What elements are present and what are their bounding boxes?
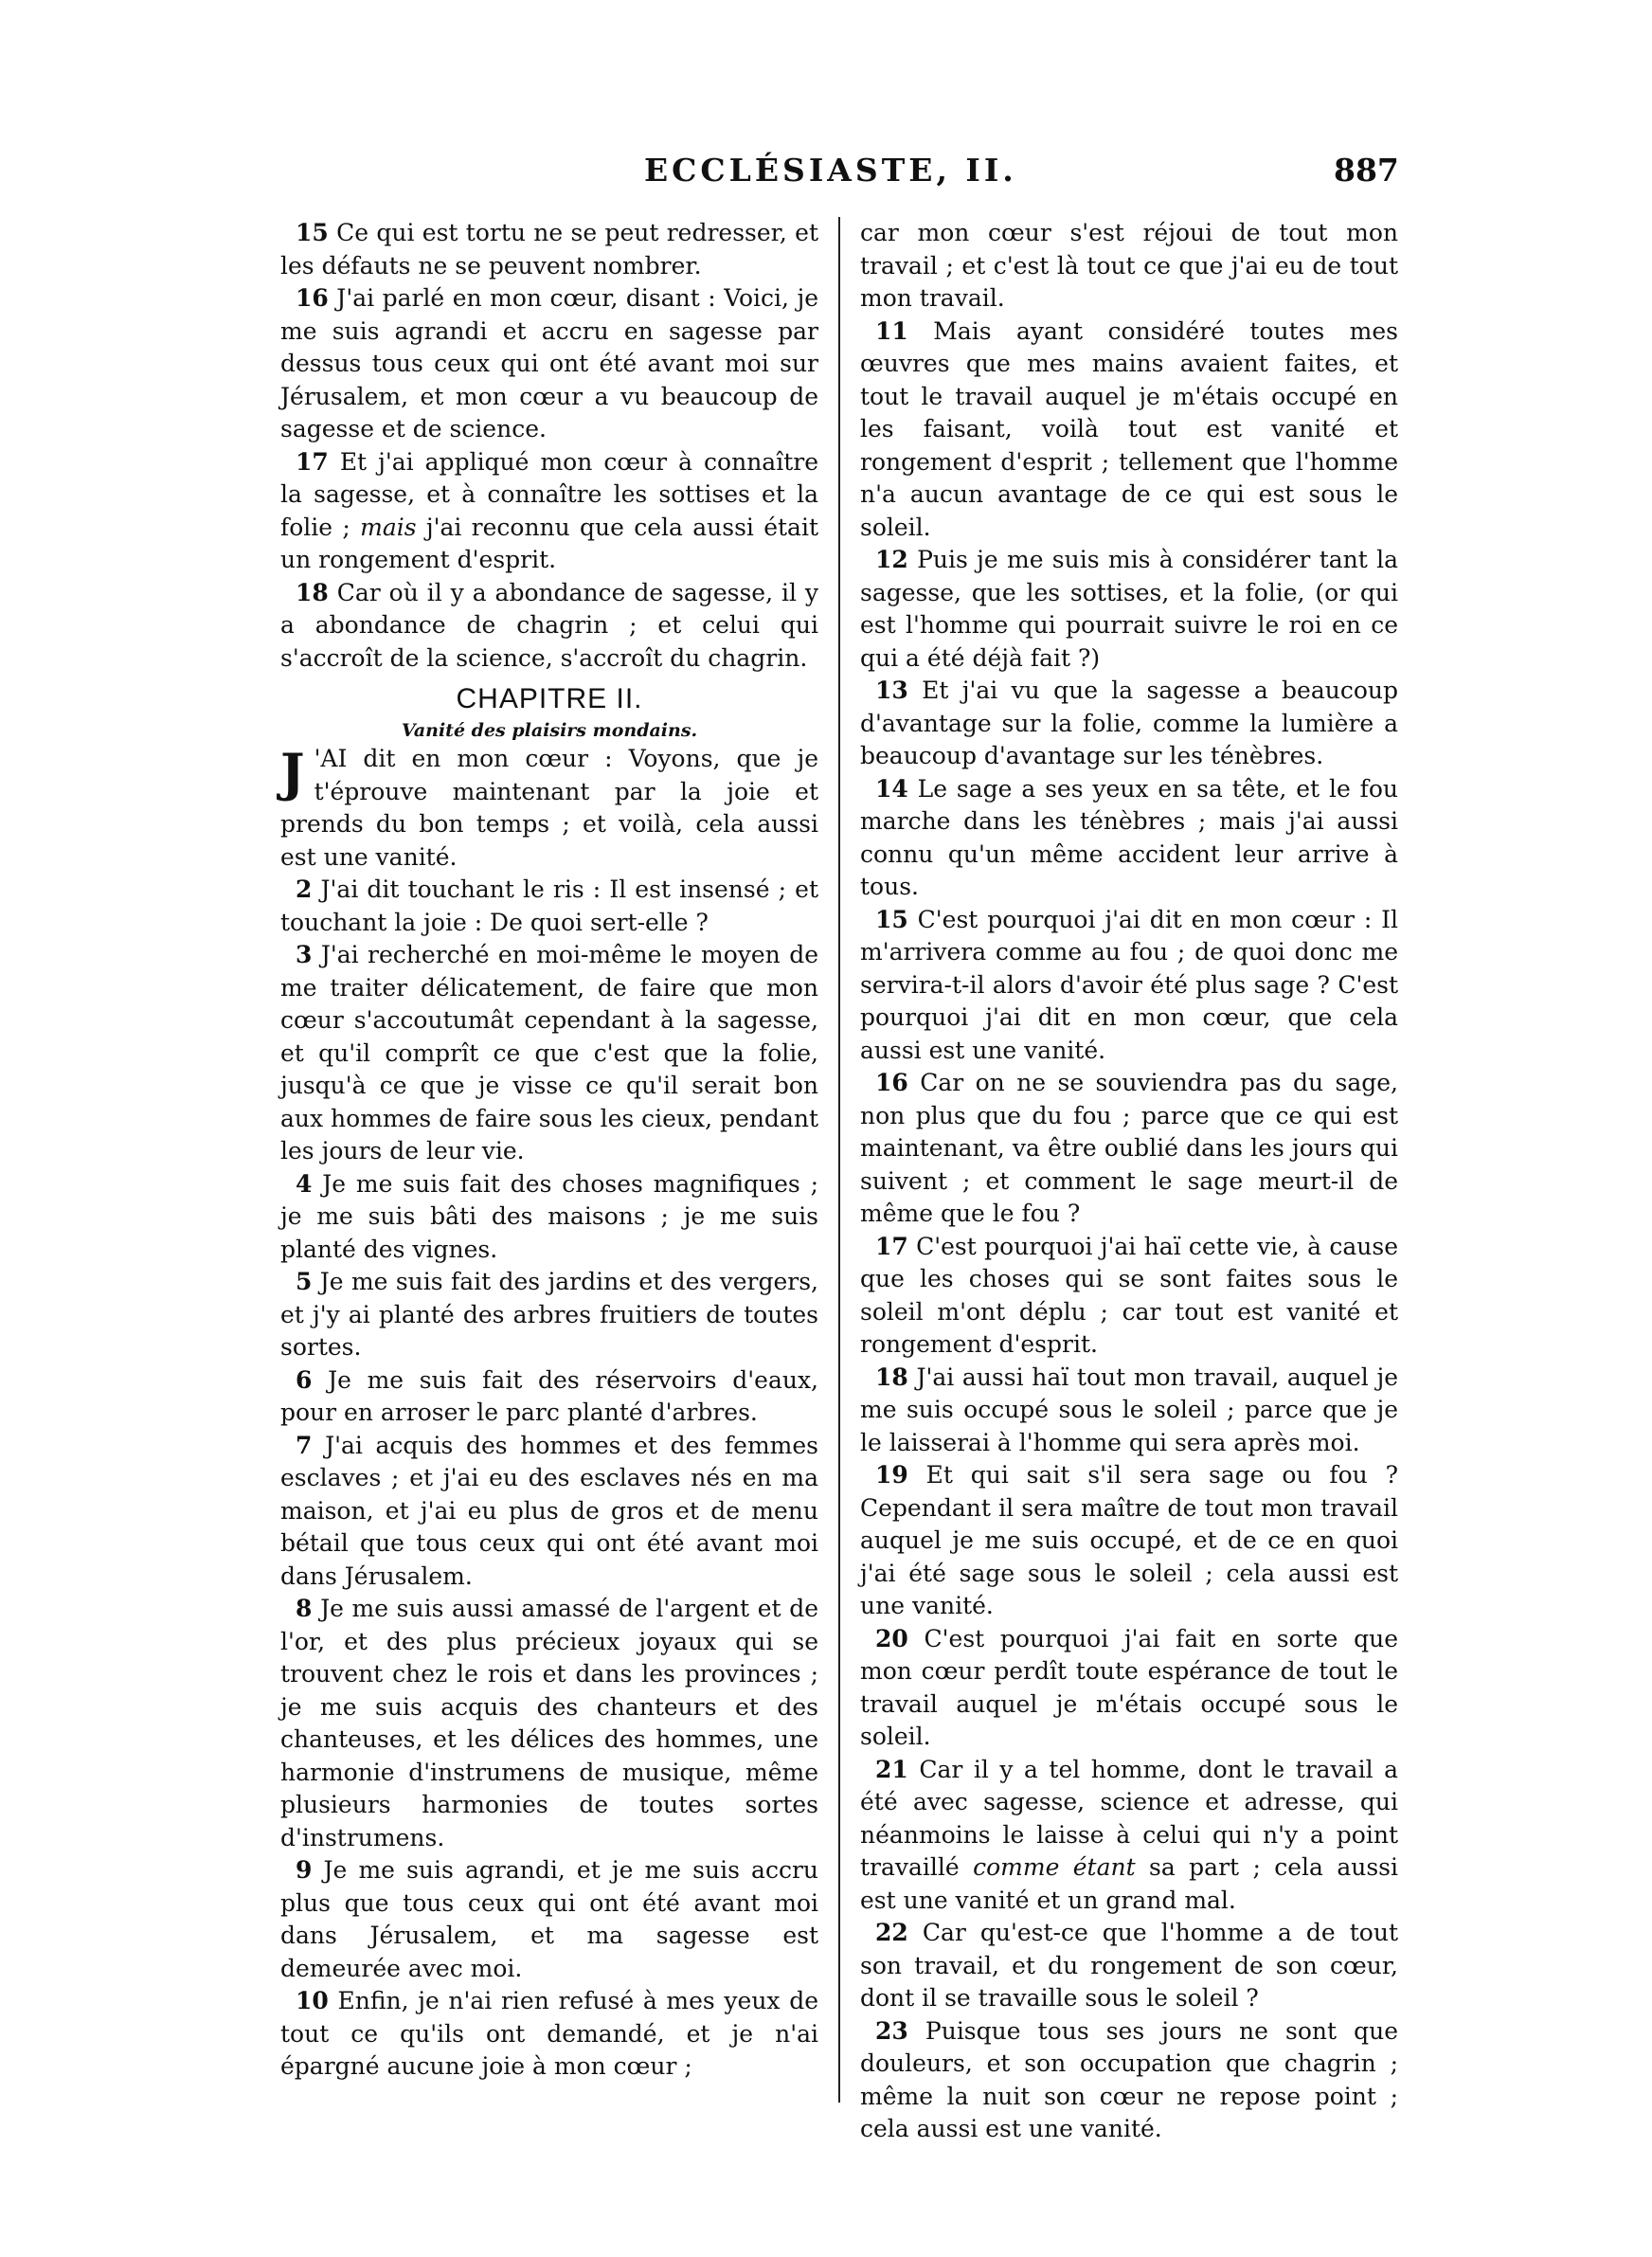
verse-text: Car qu'est-ce que l'homme a de tout son travail, et du rongement de son cœur, dont il se travaille sous le soleil ?	[860, 1919, 1398, 2012]
verse-text: Et j'ai vu que la sagesse a beaucoup d'avantage sur la folie, comme la lumière a beaucoup d'avantage sur les ténèbres.	[860, 677, 1398, 769]
verse-2-7	[280, 1430, 818, 1594]
verse-2-13	[860, 675, 1398, 773]
verse-text: J'ai dit touchant le ris : Il est insensé ; et touchant la joie : De quoi sert-elle ?	[280, 876, 818, 936]
verse-number: 17	[875, 1232, 908, 1260]
page-header	[0, 152, 1652, 201]
verse-text: Je me suis fait des jardins et des vergers, et j'y ai planté des arbres fruitiers de toutes sortes.	[280, 1268, 818, 1361]
verse-2-17	[860, 1231, 1398, 1362]
verse-number: 19	[875, 1461, 908, 1489]
verse-2-19	[860, 1459, 1398, 1623]
verse-number: 13	[875, 677, 908, 704]
drop-cap: J	[280, 742, 305, 803]
verse-2-10-continuation	[860, 217, 1398, 316]
chapter-subtitle: Vanité des plaisirs mondains.	[401, 720, 698, 741]
verse-2-12	[860, 544, 1398, 675]
column-divider	[838, 217, 840, 2103]
verse-2-3	[280, 939, 818, 1168]
verse-italic: mais	[360, 513, 417, 541]
verse-2-1	[280, 743, 818, 874]
verse-text: car mon cœur s'est réjoui de tout mon travail ; et c'est là tout ce que j'ai eu de tout mon travail.	[860, 219, 1398, 312]
verse-number: 5	[296, 1268, 313, 1295]
verse-1-18	[280, 577, 818, 676]
verse-1-17	[280, 446, 818, 577]
verse-2-21	[860, 1754, 1398, 1918]
verse-2-14	[860, 773, 1398, 904]
verse-text: J'ai parlé en mon cœur, disant : Voici, je me suis agrandi et accru en sagesse par dessus tous ceux qui ont été avant moi sur Jérusalem, et mon cœur a vu beaucoup de sagesse et de science.	[280, 284, 818, 442]
verse-text: J'ai aussi haï tout mon travail, auquel je me suis occupé sous le soleil ; parce que je le laisserai à l'homme qui sera après moi.	[860, 1363, 1398, 1456]
verse-2-15	[860, 904, 1398, 1068]
left-column	[280, 217, 818, 2084]
verse-text: Car il y a tel homme, dont le travail a été avec sagesse, science et adresse, qui néanmoins le laisse à celui qui n'y a point travaillé	[860, 1755, 1398, 1881]
verse-text: C'est pourquoi j'ai dit en mon cœur : Il m'arrivera comme au fou ; de quoi donc me servira-t-il alors d'avoir été plus sage ? C'est pourquoi j'ai dit en mon cœur, que cela aussi est une vanité.	[860, 905, 1398, 1064]
verse-text: C'est pourquoi j'ai haï cette vie, à cause que les choses qui se sont faites sous le soleil m'ont déplu ; car tout est vanité et rongement d'esprit.	[860, 1232, 1398, 1358]
verse-text: C'est pourquoi j'ai fait en sorte que mon cœur perdît toute espérance de tout le travail auquel je m'étais occupé sous le soleil.	[860, 1624, 1398, 1750]
verse-text: Enfin, je n'ai rien refusé à mes yeux de tout ce qu'ils ont demandé, et je n'ai épargné aucune joie à mon cœur ;	[280, 1987, 818, 2080]
verse-number: 16	[875, 1069, 908, 1096]
chapter-title: CHAPITRE II.	[456, 683, 643, 714]
verse-number: 16	[296, 284, 329, 312]
verse-2-18	[860, 1362, 1398, 1460]
verse-number: 15	[296, 219, 329, 246]
verse-text-after: sa part ; cela aussi est une vanité et un grand mal.	[860, 1853, 1398, 1914]
verse-text: Je me suis fait des réservoirs d'eaux, pour en arroser le parc planté d'arbres.	[280, 1365, 818, 1426]
right-column	[860, 217, 1398, 2146]
verse-number: 23	[875, 2016, 908, 2045]
running-title: ECCLÉSIASTE, II.	[644, 152, 1017, 189]
verse-number: 15	[875, 905, 908, 933]
verse-number: 20	[875, 1624, 908, 1652]
verse-text: 'AI dit en mon cœur : Voyons, que je t'éprouve maintenant par la joie et prends du bon temps ; et voilà, cela aussi est une vanité.	[280, 745, 818, 871]
verse-text: Le sage a ses yeux en sa tête, et le fou marche dans les ténèbres ; mais j'ai aussi connu qu'un même accident leur arrive à tous.	[860, 774, 1399, 900]
verse-number: 4	[296, 1169, 313, 1198]
verse-number: 10	[296, 1987, 329, 2014]
verse-number: 9	[296, 1856, 313, 1884]
verse-text: Je me suis agrandi, et je me suis accru plus que tous ceux qui ont été avant moi dans Jérusalem, et ma sagesse est demeurée avec moi.	[280, 1856, 818, 1982]
verse-text: Car où il y a abondance de sagesse, il y a abondance de chagrin ; et celui qui s'accroît de la science, s'accroît du chagrin.	[280, 578, 818, 672]
verse-2-4	[280, 1168, 818, 1267]
verse-number: 12	[875, 546, 908, 573]
verse-number: 7	[296, 1431, 313, 1459]
verse-2-10	[280, 1985, 818, 2084]
verse-2-8	[280, 1593, 818, 1854]
verse-number: 17	[296, 447, 329, 476]
verse-number: 18	[296, 578, 329, 606]
verse-number: 18	[875, 1363, 908, 1391]
verse-2-20	[860, 1623, 1398, 1754]
page-number: 887	[1334, 152, 1399, 189]
verse-text: J'ai acquis des hommes et des femmes esclaves ; et j'ai eu des esclaves nés en ma maison, et j'ai eu plus de gros et de menu bétail que tous ceux qui ont été avant moi dans Jérusalem.	[280, 1431, 818, 1590]
verse-2-22	[860, 1917, 1398, 2015]
verse-2-11	[860, 316, 1398, 545]
verse-text: Je me suis fait des choses magnifiques ; je me suis bâti des maisons ; je me suis planté des vignes.	[280, 1169, 818, 1263]
verse-text: Mais ayant considéré toutes mes œuvres que mes mains avaient faites, et tout le travail auquel je m'étais occupé en les faisant, voilà tout est vanité et rongement d'esprit ; tellement que l'homme n'a aucun avantage de ce qui est sous le soleil.	[860, 316, 1399, 541]
verse-number: 8	[296, 1595, 313, 1622]
verse-text: Puis je me suis mis à considérer tant la sagesse, que les sottises, et la folie, (or qui est l'homme qui pourrait suivre le roi en ce qui a été déjà fait ?)	[860, 546, 1398, 672]
verse-text: J'ai recherché en moi-même le moyen de me traiter délicatement, de faire que mon cœur s'accoutumât cependant à la sagesse, et qu'il comprît ce que c'est que la folie, jusqu'à ce que je visse ce qu'il serait bon aux hommes de faire sous les cieux, pendant les jours de leur vie.	[280, 941, 818, 1165]
verse-2-5	[280, 1266, 818, 1364]
verse-2-9	[280, 1854, 818, 1985]
verse-text: Puisque tous ses jours ne sont que douleurs, et son occupation que chagrin ; même la nuit son cœur ne repose point ; cela aussi est une vanité.	[860, 2016, 1398, 2142]
verse-text: Et j'ai appliqué mon cœur à connaître la sagesse, et à connaître les sottises et la folie ;	[280, 447, 818, 541]
verse-number: 3	[296, 941, 313, 968]
verse-2-23	[860, 2015, 1398, 2146]
verse-number: 2	[296, 876, 313, 903]
verse-text: Et qui sait s'il sera sage ou fou ? Cependant il sera maître de tout mon travail auquel je me suis occupé, et de ce en quoi j'ai été sage sous le soleil ; cela aussi est une vanité.	[860, 1461, 1398, 1619]
verse-text-after: j'ai reconnu que cela aussi était un rongement d'esprit.	[280, 513, 818, 573]
verse-2-2	[280, 874, 818, 939]
verse-number: 21	[875, 1755, 908, 1783]
verse-1-15	[280, 217, 818, 282]
verse-number: 11	[875, 316, 908, 345]
verse-number: 6	[296, 1365, 313, 1394]
verse-text: Ce qui est tortu ne se peut redresser, et les défauts ne se peuvent nombrer.	[280, 219, 818, 280]
verse-2-16	[860, 1067, 1398, 1231]
verse-2-6	[280, 1364, 818, 1430]
verse-1-16	[280, 282, 818, 446]
verse-text: Car on ne se souviendra pas du sage, non plus que du fou ; parce que ce qui est maintenant, va être oublié dans les jours qui suivent ; et comment le sage meurt-il de même que le fou ?	[860, 1069, 1398, 1227]
verse-text: Je me suis aussi amassé de l'argent et de l'or, et des plus précieux joyaux qui se trouvent chez le rois et dans les provinces ; je me suis acquis des chanteurs et des chanteuses, et les délices des hommes, une harmonie d'instrumens de musique, même plusieurs harmonies de toutes sortes d'instrumens.	[280, 1595, 819, 1851]
verse-number: 22	[875, 1919, 908, 1946]
verse-number: 14	[875, 774, 908, 803]
verse-italic: comme étant	[973, 1853, 1136, 1881]
